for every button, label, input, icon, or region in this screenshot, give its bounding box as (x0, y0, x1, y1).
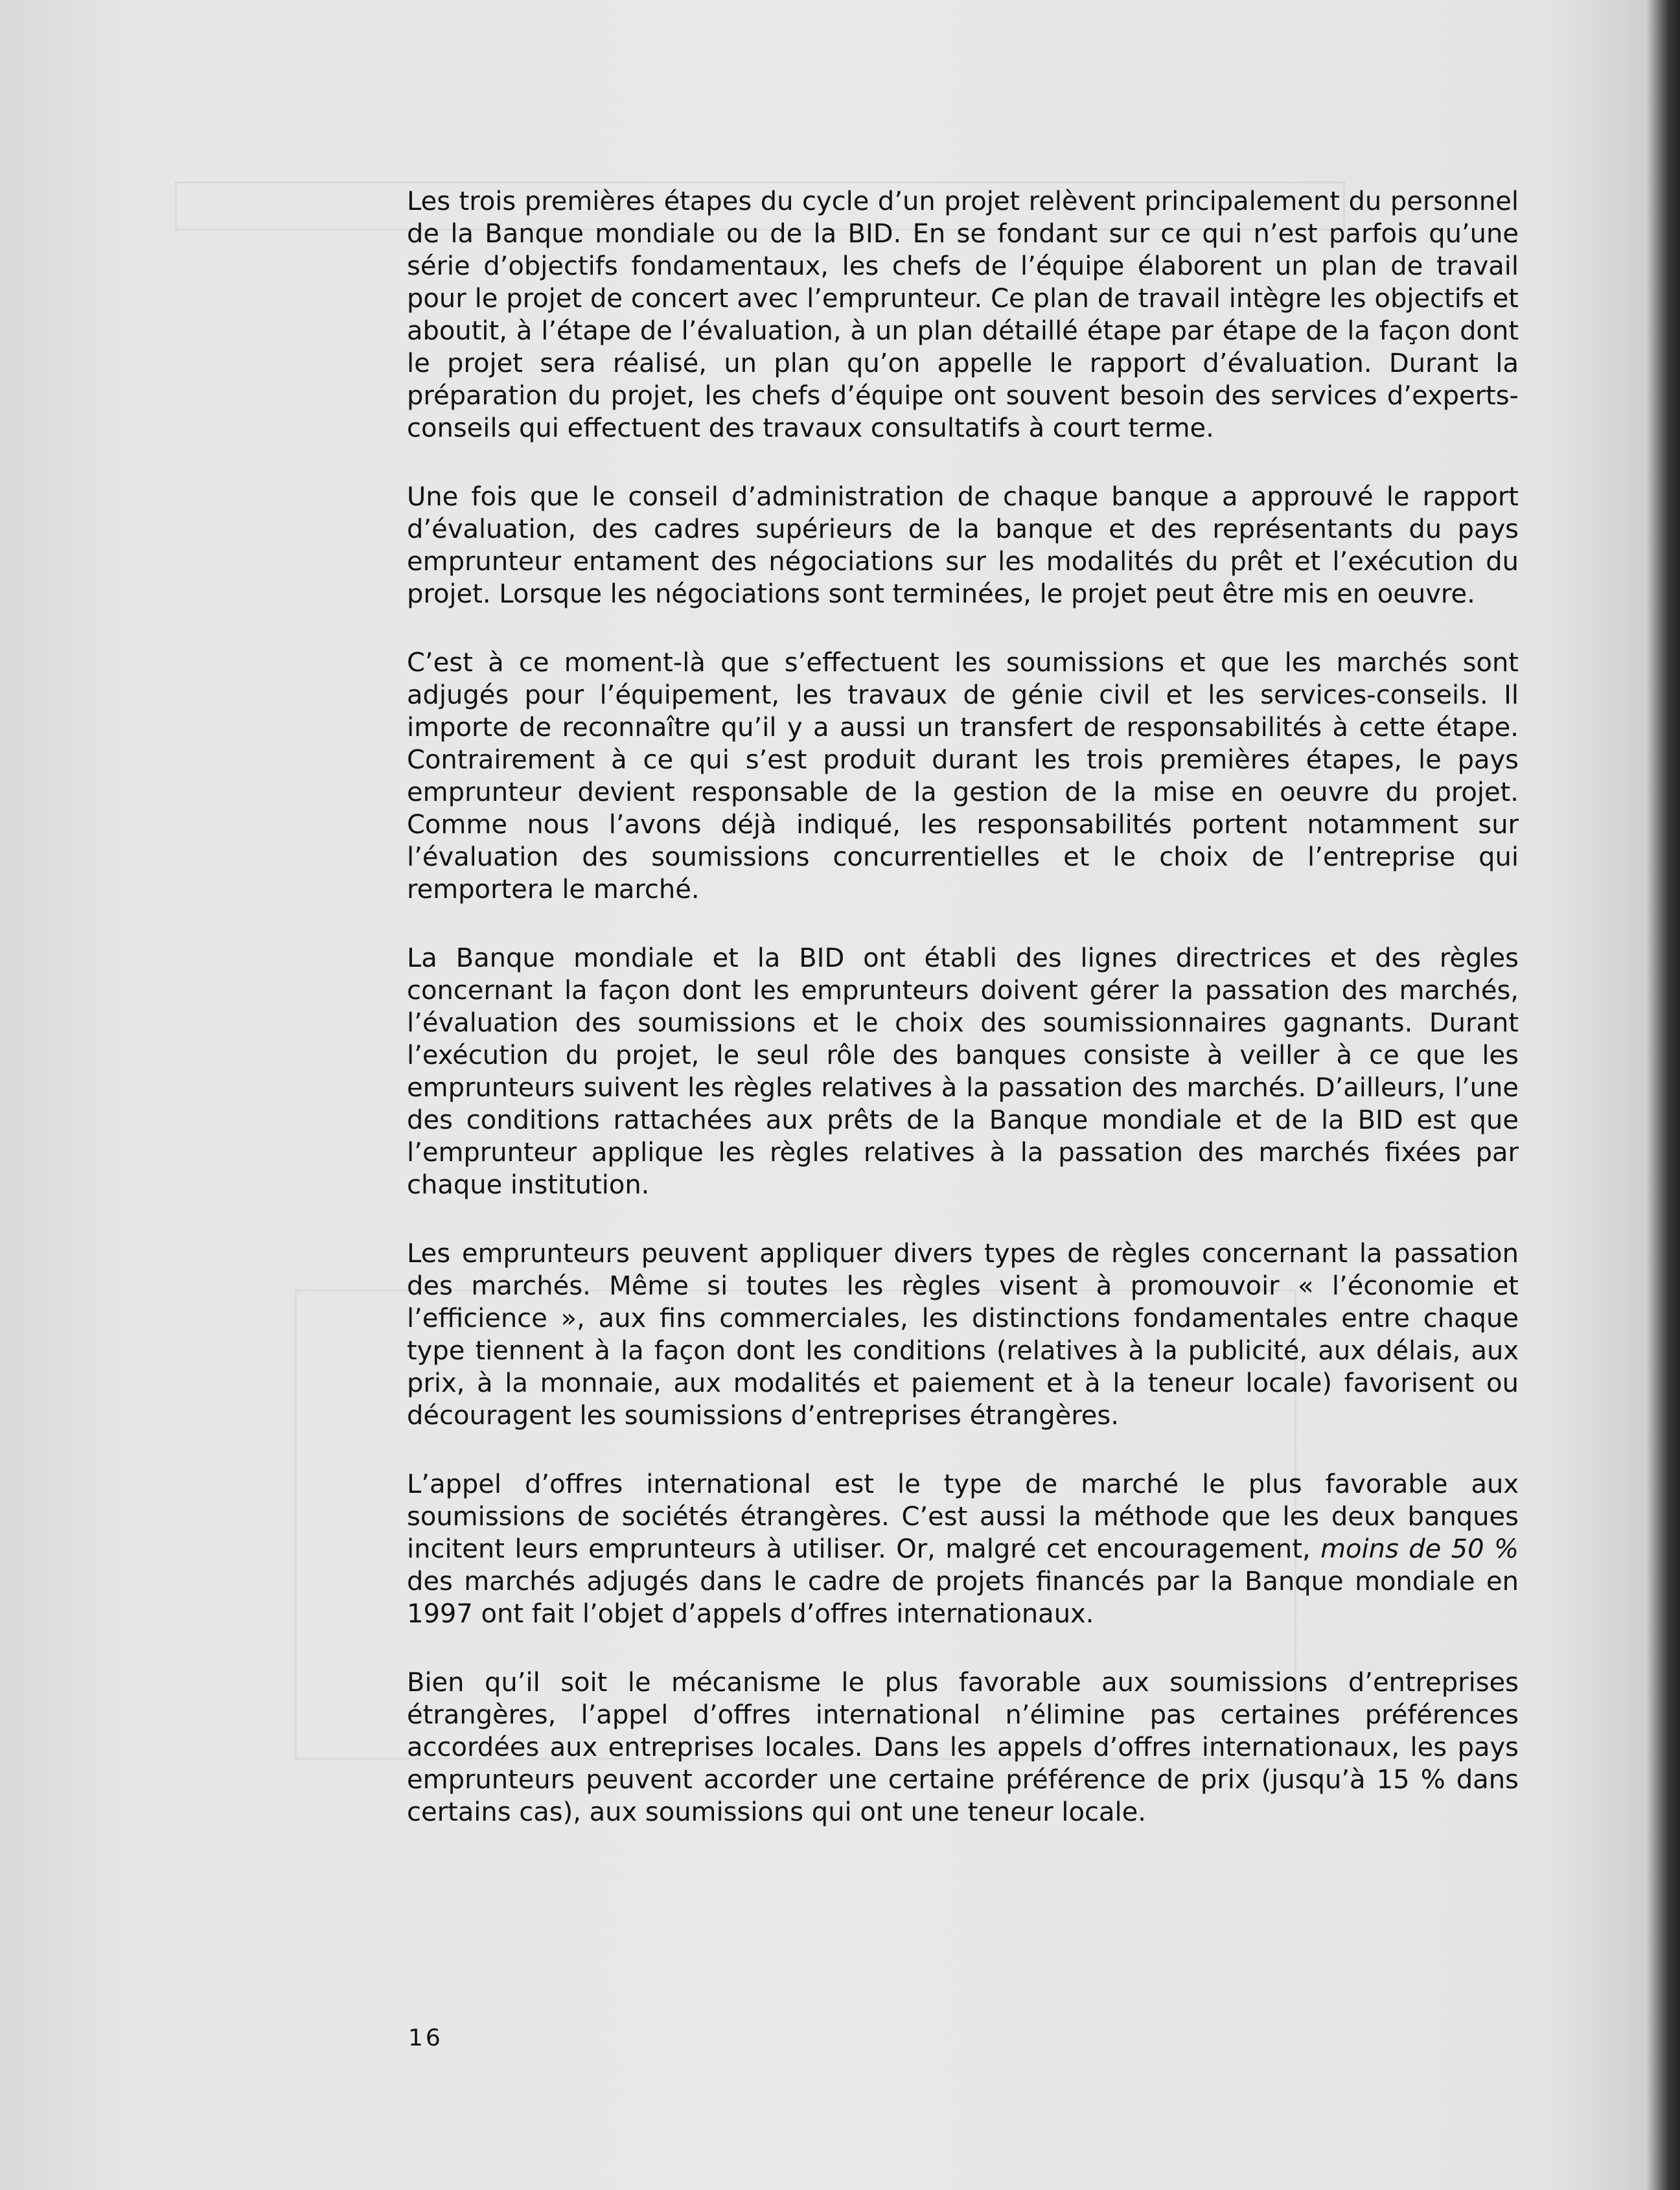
paragraph-bank-guidelines: La Banque mondiale et la BID ont établi des lignes directrices et des règles concernant la façon dont les emprunteurs doivent gérer la passation des marchés, l’évaluation des soumissions et le choix des soumissionnaires gagnants. Durant l’exécution du projet, le seul rôle des banques consiste à veiller à ce que les emprunteurs suivent les règles relatives à la passation des marchés. D’ailleurs, l’une des conditions rattachées aux prêts de la Banque mondiale et de la BID est que l’emprunteur applique les règles relatives à la passation des marchés fixées par chaque institution. (407, 943, 1519, 1200)
emphasized-statistic: moins de 50 % (1320, 1534, 1519, 1564)
page-number: 16 (408, 2025, 443, 2051)
paragraph-international-tender (407, 1468, 1519, 1630)
paragraph-negotiations: Une fois que le conseil d’administration de chaque banque a approuvé le rapport d’évaluation, des cadres supérieurs de la banque et des représentants du pays emprunteur entament des négociations sur les modalités du prêt et l’exécution du projet. Lorsque les négociations sont terminées, le projet peut être mis en oeuvre. (407, 482, 1519, 609)
paragraph-project-cycle: Les trois premières étapes du cycle d’un projet relèvent principalement du personnel de la Banque mondiale ou de la BID. En se fondant sur ce qui n’est parfois qu’une série d’objectifs fondamentaux, les chefs de l’équipe élaborent un plan de travail pour le projet de concert avec l’emprunteur. Ce plan de travail intègre les objectifs et aboutit, à l’étape de l’évaluation, à un plan détaillé étape par étape de la façon dont le projet sera réalisé, un plan qu’on appelle le rapport d’évaluation. Durant la préparation du projet, les chefs d’équipe ont souvent besoin des services d’experts-conseils qui effectuent des travaux consultatifs à court terme. (407, 187, 1519, 443)
paragraph-procurement-rules: Les emprunteurs peuvent appliquer divers types de règles concernant la passation des marchés. Même si toutes les règles visent à promouvoir « l’économie et l’efficience », aux fins commerciales, les distinctions fondamentales entre chaque type tiennent à la façon dont les conditions (relatives à la publicité, aux délais, aux prix, à la monnaie, aux modalités et paiement et à la teneur locale) favorisent ou découragent les soumissions d’entreprises étrangères. (407, 1239, 1519, 1431)
paragraph-text-after: des marchés adjugés dans le cadre de projets financés par la Banque mondiale en 1997 ont fait l’objet d’appels d’offres internationaux. (407, 1567, 1519, 1629)
paragraph-bidding-stage: C’est à ce moment-là que s’effectuent les soumissions et que les marchés sont adjugés pour l’équipement, les travaux de génie civil et les services-conseils. Il importe de reconnaître qu’il y a aussi un transfert de responsabilités à cette étape. Contrairement à ce qui s’est produit durant les trois premières étapes, le pays emprunteur devient responsable de la gestion de la mise en oeuvre du projet. Comme nous l’avons déjà indiqué, les responsabilités portent notamment sur l’évaluation des soumissions concurrentielles et le choix de l’entreprise qui remportera le marché. (407, 648, 1519, 905)
document-body (407, 185, 1519, 1828)
paragraph-text-before: L’appel d’offres international est le type de marché le plus favorable aux soumissions de sociétés étrangères. C’est aussi la méthode que les deux banques incitent leurs emprunteurs à utiliser. Or, malgré cet encouragement, (407, 1470, 1519, 1564)
paragraph-local-preference: Bien qu’il soit le mécanisme le plus favorable aux soumissions d’entreprises étrangères, l’appel d’offres international n’élimine pas certaines préférences accordées aux entreprises locales. Dans les appels d’offres internationaux, les pays emprunteurs peuvent accorder une certaine préférence de prix (jusqu’à 15 % dans certains cas), aux soumissions qui ont une teneur locale. (407, 1668, 1519, 1827)
